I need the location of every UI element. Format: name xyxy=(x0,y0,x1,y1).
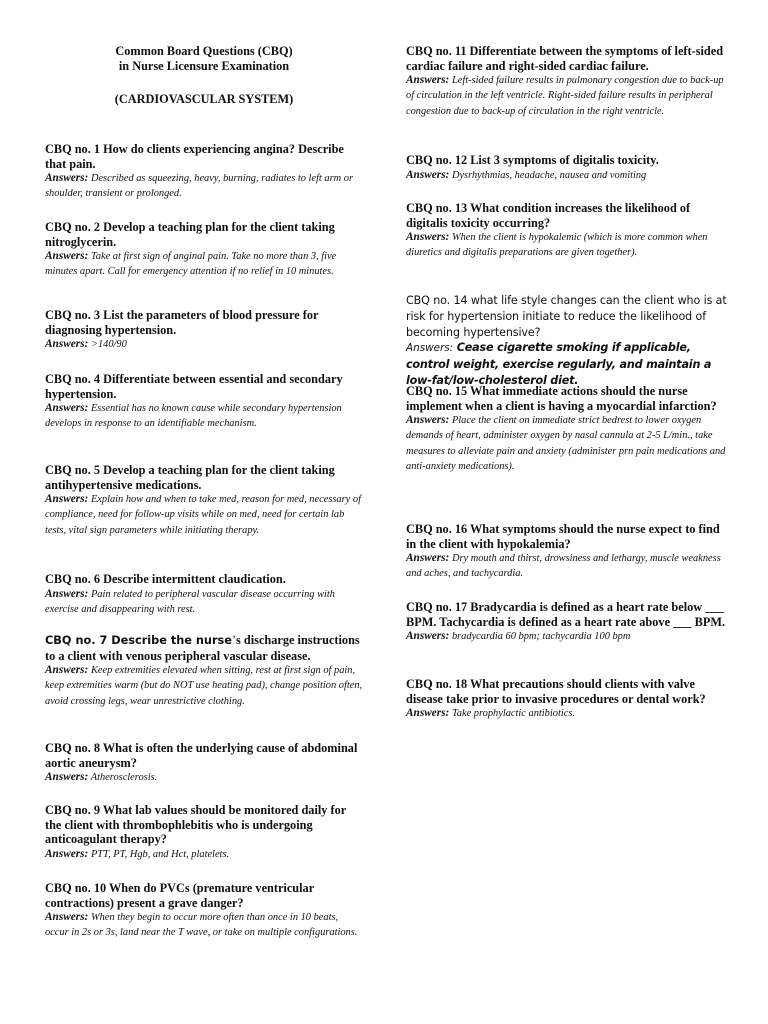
answer-text: Answers: Cease cigarette smoking if applicable, control weight, exercise regularly, and maintain a low-fat/low-cholesterol diet. xyxy=(406,341,712,387)
answer-label: Answers: xyxy=(45,402,89,415)
answer-label: Answers: xyxy=(406,552,450,565)
answer-label: Answers: xyxy=(406,74,450,87)
question-text: CBQ no. 7 Describe the nurse’s discharge instructions to a client with venous peripheral vascular disease. xyxy=(45,633,360,663)
question-text: CBQ no. 1 How do clients experiencing angina? Describe that pain. xyxy=(45,142,344,171)
answer-text: Answers: Dysrhythmias, headache, nausea and vomiting xyxy=(406,168,647,181)
question-block-17 xyxy=(406,600,728,644)
question-block-1 xyxy=(45,142,363,202)
question-block-8 xyxy=(45,741,363,785)
question-text: CBQ no. 18 What precautions should clients with valve disease take prior to invasive procedures or dental work? xyxy=(406,677,706,706)
question-block-13 xyxy=(406,201,728,261)
question-text: CBQ no. 12 List 3 symptoms of digitalis toxicity. xyxy=(406,153,659,167)
question-block-11 xyxy=(406,44,728,119)
answer-label: Answers: xyxy=(406,414,450,427)
answer-label: Answers: xyxy=(406,168,450,181)
question-block-6 xyxy=(45,572,363,617)
question-text: CBQ no. 13 What condition increases the likelihood of digitalis toxicity occurring? xyxy=(406,201,691,230)
answer-text: Answers: Take at first sign of anginal pain. Take no more than 3, five minutes apart. Call for emergency attention if no relief in 10 minutes. xyxy=(45,250,337,278)
question-text: CBQ no. 10 When do PVCs (premature ventricular contractions) present a grave danger? xyxy=(45,881,314,910)
answer-text: Answers: Left-sided failure results in pulmonary congestion due to back-up of circulation in the left ventricle. Right-sided failure results in peripheral congestion due to back-up of circulation in the right ventricle. xyxy=(406,74,724,117)
title-line-1: Common Board Questions (CBQ) xyxy=(115,44,293,58)
question-block-2 xyxy=(45,220,363,280)
answer-label: Answers: xyxy=(45,847,89,860)
answer-label: Answers: xyxy=(45,771,89,784)
question-block-16 xyxy=(406,522,728,582)
title-line-2: in Nurse Licensure Examination xyxy=(118,59,290,73)
answer-text: Answers: Explain how and when to take med, reason for med, necessary of compliance, need for follow-up visits while on med, need for certain lab tests, vital sign parameters while initiating therapy. xyxy=(45,493,361,536)
answer-text: Answers: Keep extremities elevated when sitting, rest at first sign of pain, keep extremities warm (but do NOT use heating pad), change position often, avoid crossing legs, wear unrestrictive clothing. xyxy=(45,664,363,707)
question-text: CBQ no. 2 Develop a teaching plan for the client taking nitroglycerin. xyxy=(45,220,335,249)
question-text: CBQ no. 17 Bradycardia is defined as a heart rate below ___ BPM. Tachycardia is defined as a heart rate above ___ BPM. xyxy=(406,600,726,629)
question-block-9 xyxy=(45,803,363,862)
question-text: CBQ no. 9 What lab values should be monitored daily for the client with thrombophlebitis who is undergoing anticoagulant therapy? xyxy=(45,803,346,847)
question-block-10 xyxy=(45,881,363,941)
question-block-18 xyxy=(406,677,728,721)
answer-label: Answers: xyxy=(45,664,89,677)
answer-label: Answers: xyxy=(406,231,450,244)
answer-text: Answers: When they begin to occur more often than once in 10 beats, occur in 2s or 3s, land near the T wave, or take on multiple configurations. xyxy=(45,911,358,939)
answer-label: Answers: xyxy=(406,342,454,355)
answer-text: Answers: Place the client on immediate strict bedrest to lower oxygen demands of heart, administer oxygen by nasal cannula at 2-5 L/min., take measures to alleviate pain and anxiety (administer prn pain medications and anti-anxiety medications). xyxy=(406,414,726,472)
question-block-12 xyxy=(406,153,728,183)
question-block-7 xyxy=(45,633,363,709)
question-block-14 xyxy=(406,293,728,389)
question-text: CBQ no. 6 Describe intermittent claudication. xyxy=(45,572,286,586)
answer-label: Answers: xyxy=(45,493,89,506)
answer-text: Answers: Take prophylactic antibiotics. xyxy=(406,707,575,720)
answer-text: Answers: When the client is hypokalemic (which is more common when diuretics and digitalis preparations are given together). xyxy=(406,231,708,259)
answer-text: Answers: bradycardia 60 bpm; tachycardia 100 bpm xyxy=(406,630,631,643)
question-block-3 xyxy=(45,308,363,352)
answer-label: Answers: xyxy=(406,707,450,720)
answer-text: Answers: Pain related to peripheral vascular disease occurring with exercise and disappearing with rest. xyxy=(45,587,335,615)
question-text: CBQ no. 16 What symptoms should the nurse expect to find in the client with hypokalemia? xyxy=(406,522,720,551)
question-block-5 xyxy=(45,463,363,538)
question-block-15 xyxy=(406,384,728,474)
answer-text: Answers: >140/90 xyxy=(45,338,127,351)
left-column xyxy=(45,44,363,939)
question-text: CBQ no. 11 Differentiate between the symptoms of left-sided cardiac failure and right-sided cardiac failure. xyxy=(406,44,724,73)
question-text: CBQ no. 14 what life style changes can the client who is at risk for hypertension initiate to reduce the likelihood of becoming hypertensive? xyxy=(406,294,727,339)
question-text: CBQ no. 5 Develop a teaching plan for the client taking antihypertensive medications. xyxy=(45,463,335,492)
answer-label: Answers: xyxy=(45,250,89,263)
answer-text: Answers: Essential has no known cause while secondary hypertension develops in response to an identifiable mechanism. xyxy=(45,402,342,430)
answer-label: Answers: xyxy=(406,630,450,643)
answer-label: Answers: xyxy=(45,587,89,600)
answer-text: Answers: Atherosclerosis. xyxy=(45,771,158,784)
answer-label: Answers: xyxy=(45,911,89,924)
question-block-4 xyxy=(45,372,363,432)
answer-label: Answers: xyxy=(45,172,89,185)
question-text: CBQ no. 4 Differentiate between essential and secondary hypertension. xyxy=(45,372,343,401)
answer-text: Answers: Dry mouth and thirst, drowsiness and lethargy, muscle weakness and aches, and tachycardia. xyxy=(406,552,721,580)
document-title xyxy=(45,44,363,74)
answer-text: Answers: Described as squeezing, heavy, burning, radiates to left arm or shoulder, transient or prolonged. xyxy=(45,172,353,200)
answer-text: Answers: PTT, PT, Hgb, and Hct, platelets. xyxy=(45,847,230,860)
question-text: CBQ no. 8 What is often the underlying cause of abdominal aortic aneurysm? xyxy=(45,741,358,770)
answer-label: Answers: xyxy=(45,338,89,351)
question-text: CBQ no. 15 What immediate actions should the nurse implement when a client is having a myocardial infarction? xyxy=(406,384,717,413)
system-heading: (CARDIOVASCULAR SYSTEM) xyxy=(114,92,294,106)
question-text: CBQ no. 3 List the parameters of blood pressure for diagnosing hypertension. xyxy=(45,308,319,337)
